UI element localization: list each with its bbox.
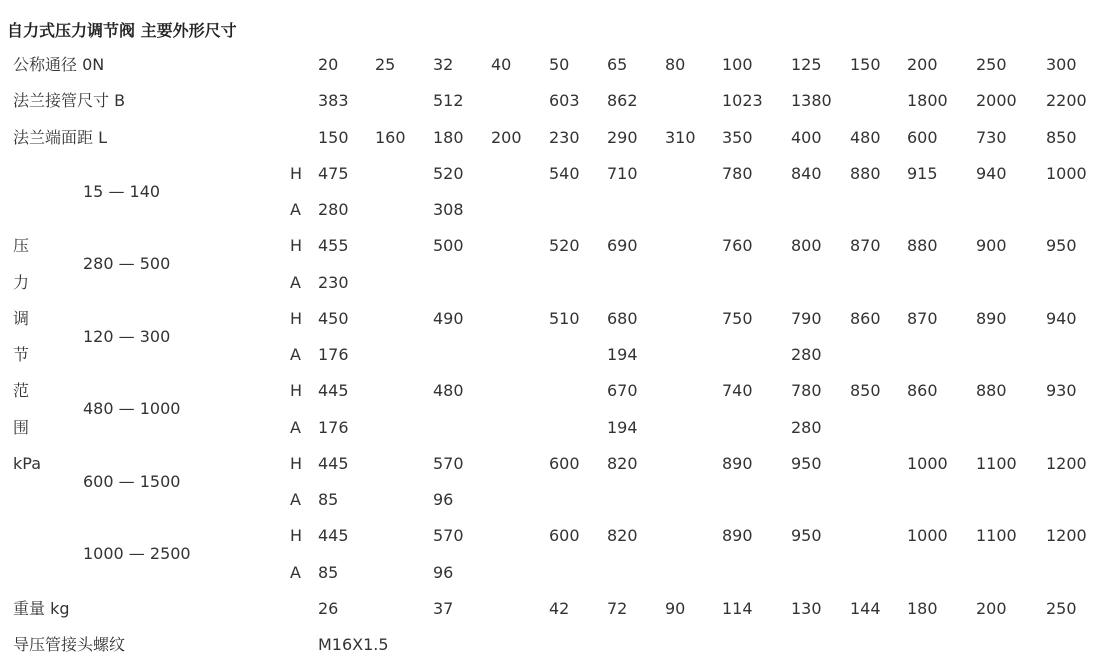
table-cell: 180 <box>907 598 938 618</box>
table-cell: 85 <box>318 562 339 582</box>
pressure-range-label: 280 — 500 <box>83 254 171 274</box>
table-cell: 930 <box>1046 381 1077 401</box>
table-cell: 280 <box>791 417 822 437</box>
table-cell: 1000 <box>1046 163 1087 183</box>
table-cell: 860 <box>850 308 881 328</box>
vertical-label-char: 压 <box>13 236 30 256</box>
table-cell: 96 <box>433 490 454 509</box>
table-cell: 308 <box>433 200 464 219</box>
h-label: H <box>290 381 303 401</box>
table-cell: 790 <box>791 308 822 328</box>
pressure-range-label: 120 — 300 <box>83 326 171 346</box>
h-label: H <box>290 308 303 328</box>
table-cell: 1200 <box>1046 453 1087 473</box>
table-cell: 383 <box>318 91 349 111</box>
pressure-range-label: 480 — 1000 <box>83 399 181 419</box>
table-cell: 1023 <box>722 91 763 111</box>
column-header: 125 <box>791 55 822 74</box>
table-cell: 780 <box>722 163 753 183</box>
table-cell: 280 <box>318 200 349 219</box>
table-cell: 230 <box>318 272 349 292</box>
table-cell: 760 <box>722 236 753 256</box>
table-cell: 940 <box>976 163 1007 183</box>
table-cell: 570 <box>433 526 464 546</box>
vertical-label-char: 力 <box>13 272 30 292</box>
table-cell: 96 <box>433 562 454 582</box>
column-header: 20 <box>318 55 339 74</box>
row-label-thread: 导压管接头螺纹 <box>13 635 126 654</box>
table-cell: 1000 <box>907 526 948 546</box>
table-cell: 310 <box>665 127 696 147</box>
table-cell: 600 <box>907 127 938 147</box>
column-header: 200 <box>907 55 938 74</box>
table-cell: 710 <box>607 163 638 183</box>
table-cell: 512 <box>433 91 464 111</box>
a-label: A <box>290 272 301 292</box>
table-cell: 445 <box>318 381 349 401</box>
column-header: 150 <box>850 55 881 74</box>
column-header: 65 <box>607 55 628 74</box>
table-cell: 230 <box>549 127 580 147</box>
column-header: 80 <box>665 55 686 74</box>
table-cell: 800 <box>791 236 822 256</box>
table-cell: 880 <box>850 163 881 183</box>
table-cell: 90 <box>665 598 686 618</box>
table-cell: 900 <box>976 236 1007 256</box>
table-cell: 850 <box>1046 127 1077 147</box>
table-cell: 860 <box>907 381 938 401</box>
column-header: 250 <box>976 55 1007 74</box>
table-cell: 200 <box>491 127 522 147</box>
table-cell: 1200 <box>1046 526 1087 546</box>
table-cell: 862 <box>607 91 638 111</box>
table-cell: 570 <box>433 453 464 473</box>
table-cell: 445 <box>318 526 349 546</box>
table-cell: 194 <box>607 417 638 437</box>
table-cell: 890 <box>722 526 753 546</box>
row-label-flange-b: 法兰接管尺寸 B <box>13 91 126 111</box>
table-cell: 475 <box>318 163 349 183</box>
table-cell: 1380 <box>791 91 832 111</box>
table-cell: 1100 <box>976 453 1017 473</box>
table-cell: 480 <box>433 381 464 401</box>
table-cell: 42 <box>549 598 570 618</box>
table-cell: 114 <box>722 598 753 618</box>
table-cell: 144 <box>850 598 881 618</box>
table-cell: 780 <box>791 381 822 401</box>
table-cell: 600 <box>549 453 580 473</box>
table-cell: 1100 <box>976 526 1017 546</box>
table-cell: 520 <box>433 163 464 183</box>
table-cell: 194 <box>607 345 638 364</box>
h-label: H <box>290 236 303 256</box>
table-cell: 520 <box>549 236 580 256</box>
a-label: A <box>290 345 301 364</box>
column-header: 300 <box>1046 55 1077 74</box>
a-label: A <box>290 562 301 582</box>
table-cell: 400 <box>791 127 822 147</box>
table-cell: 200 <box>976 598 1007 618</box>
h-label: H <box>290 453 303 473</box>
table-cell: 880 <box>907 236 938 256</box>
thread-value: M16X1.5 <box>318 635 389 654</box>
table-cell: 540 <box>549 163 580 183</box>
table-cell: 950 <box>1046 236 1077 256</box>
table-cell: 450 <box>318 308 349 328</box>
table-cell: 490 <box>433 308 464 328</box>
a-label: A <box>290 490 301 509</box>
table-cell: 890 <box>722 453 753 473</box>
page-title: 自力式压力调节阀 主要外形尺寸 <box>7 21 237 40</box>
table-cell: 740 <box>722 381 753 401</box>
table-cell: 176 <box>318 417 349 437</box>
table-cell: 480 <box>850 127 881 147</box>
a-label: A <box>290 200 301 219</box>
table-cell: 72 <box>607 598 628 618</box>
table-cell: 26 <box>318 598 339 618</box>
vertical-label-char: 调 <box>13 308 30 328</box>
table-cell: 940 <box>1046 308 1077 328</box>
column-header: 32 <box>433 55 454 74</box>
column-header: 50 <box>549 55 570 74</box>
table-cell: 350 <box>722 127 753 147</box>
row-label-weight: 重量 kg <box>13 598 70 618</box>
table-cell: 950 <box>791 453 822 473</box>
table-cell: 85 <box>318 490 339 509</box>
table-cell: 820 <box>607 526 638 546</box>
table-cell: 880 <box>976 381 1007 401</box>
table-cell: 130 <box>791 598 822 618</box>
table-cell: 950 <box>791 526 822 546</box>
table-cell: 870 <box>850 236 881 256</box>
table-cell: 150 <box>318 127 349 147</box>
column-header: 40 <box>491 55 512 74</box>
table-cell: 160 <box>375 127 406 147</box>
row-label-nominal: 公称通径 0N <box>13 55 105 74</box>
table-cell: 750 <box>722 308 753 328</box>
vertical-label-char: 节 <box>13 345 30 364</box>
column-header: 100 <box>722 55 753 74</box>
table-cell: 500 <box>433 236 464 256</box>
table-cell: 670 <box>607 381 638 401</box>
table-cell: 1800 <box>907 91 948 111</box>
table-cell: 1000 <box>907 453 948 473</box>
vertical-label-char: 围 <box>13 417 30 437</box>
table-cell: 2000 <box>976 91 1017 111</box>
h-label: H <box>290 526 303 546</box>
table-cell: 2200 <box>1046 91 1087 111</box>
table-cell: 690 <box>607 236 638 256</box>
table-cell: 290 <box>607 127 638 147</box>
a-label: A <box>290 417 301 437</box>
table-cell: 455 <box>318 236 349 256</box>
table-cell: 176 <box>318 345 349 364</box>
h-label: H <box>290 163 303 183</box>
table-cell: 840 <box>791 163 822 183</box>
table-cell: 680 <box>607 308 638 328</box>
table-cell: 180 <box>433 127 464 147</box>
table-cell: 603 <box>549 91 580 111</box>
table-cell: 730 <box>976 127 1007 147</box>
pressure-range-label: 600 — 1500 <box>83 471 181 491</box>
table-cell: 890 <box>976 308 1007 328</box>
vertical-label-char: 范 <box>13 381 30 401</box>
pressure-range-label: 1000 — 2500 <box>83 544 191 564</box>
table-cell: 250 <box>1046 598 1077 618</box>
table-cell: 915 <box>907 163 938 183</box>
table-cell: 510 <box>549 308 580 328</box>
table-cell: 37 <box>433 598 454 618</box>
pressure-range-label: 15 — 140 <box>83 181 161 201</box>
column-header: 25 <box>375 55 396 74</box>
table-cell: 600 <box>549 526 580 546</box>
table-cell: 870 <box>907 308 938 328</box>
table-cell: 850 <box>850 381 881 401</box>
vertical-label-char: kPa <box>13 453 41 473</box>
table-cell: 820 <box>607 453 638 473</box>
row-label-flange-l: 法兰端面距 L <box>13 127 108 147</box>
table-cell: 445 <box>318 453 349 473</box>
table-cell: 280 <box>791 345 822 364</box>
